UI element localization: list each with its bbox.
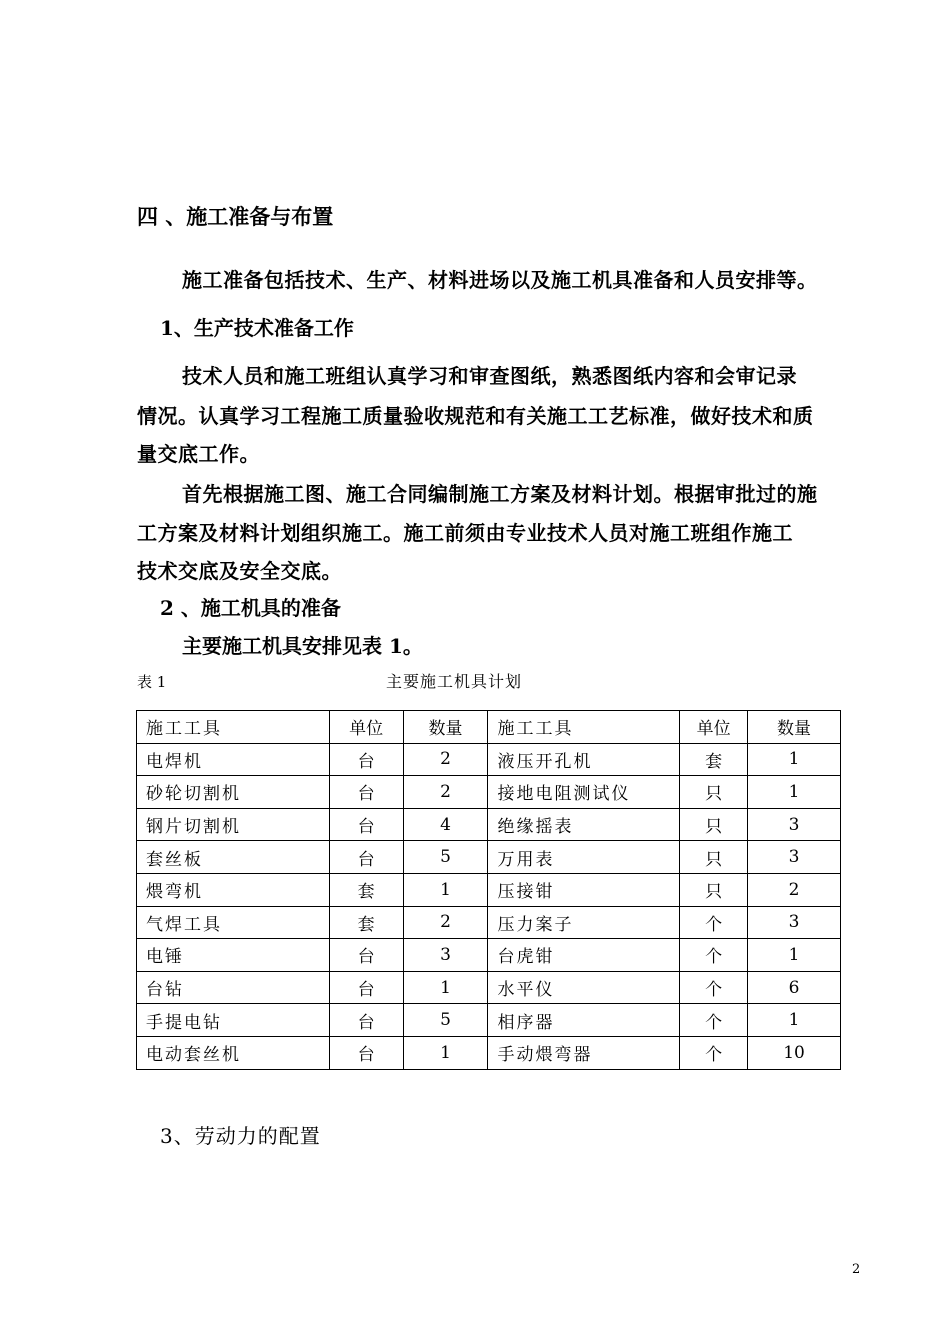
- unit-cell: 套: [329, 873, 403, 906]
- table-row: [137, 841, 841, 874]
- tool-name-cell: 相序器: [488, 1004, 680, 1037]
- unit-cell: 只: [680, 808, 748, 841]
- tool-name-cell: 绝缘摇表: [488, 808, 680, 841]
- header-cell: 施工工具: [137, 711, 330, 744]
- subsection-3-heading: 3、劳动力的配置: [160, 1124, 321, 1148]
- quantity-cell: 1: [748, 939, 841, 972]
- unit-cell: 个: [680, 1036, 748, 1069]
- quantity-cell: 3: [403, 939, 488, 972]
- subsection-1-heading: 1、生产技术准备工作: [160, 316, 354, 340]
- header-cell: 单位: [329, 711, 403, 744]
- tool-name-cell: 压接钳: [488, 873, 680, 906]
- unit-cell: 套: [680, 743, 748, 776]
- quantity-cell: 10: [748, 1036, 841, 1069]
- unit-cell: 个: [680, 906, 748, 939]
- paragraph-line: 技术人员和施工班组认真学习和审查图纸，熟悉图纸内容和会审记录: [182, 364, 797, 388]
- table-row: [137, 906, 841, 939]
- tool-name-cell: 砂轮切割机: [137, 776, 330, 809]
- quantity-cell: 1: [403, 1036, 488, 1069]
- quantity-cell: 5: [403, 841, 488, 874]
- quantity-cell: 1: [748, 776, 841, 809]
- tool-name-cell: 万用表: [488, 841, 680, 874]
- quantity-cell: 2: [403, 906, 488, 939]
- tool-name-cell: 压力案子: [488, 906, 680, 939]
- tool-name-cell: 水平仪: [488, 971, 680, 1004]
- paragraph-line: 情况。认真学习工程施工质量验收规范和有关施工工艺标准，做好技术和质: [137, 404, 814, 428]
- unit-cell: 只: [680, 841, 748, 874]
- tool-name-cell: 钢片切割机: [137, 808, 330, 841]
- quantity-cell: 1: [403, 873, 488, 906]
- unit-cell: 台: [329, 1036, 403, 1069]
- quantity-cell: 3: [748, 906, 841, 939]
- tool-name-cell: 电动套丝机: [137, 1036, 330, 1069]
- tool-name-cell: 液压开孔机: [488, 743, 680, 776]
- tool-name-cell: 电焊机: [137, 743, 330, 776]
- page-number: 2: [852, 1262, 861, 1277]
- unit-cell: 台: [329, 1004, 403, 1037]
- tool-name-cell: 套丝板: [137, 841, 330, 874]
- header-cell: 数量: [748, 711, 841, 744]
- unit-cell: 台: [329, 743, 403, 776]
- table-row: [137, 1036, 841, 1069]
- quantity-cell: 3: [748, 841, 841, 874]
- unit-cell: 台: [329, 939, 403, 972]
- unit-cell: 个: [680, 939, 748, 972]
- tool-name-cell: 接地电阻测试仪: [488, 776, 680, 809]
- table-row: [137, 1004, 841, 1037]
- quantity-cell: 3: [748, 808, 841, 841]
- quantity-cell: 1: [403, 971, 488, 1004]
- paragraph-line: 技术交底及安全交底。: [137, 559, 342, 583]
- table-row: [137, 939, 841, 972]
- subsection-2-heading: 2 、施工机具的准备: [160, 596, 341, 620]
- quantity-cell: 1: [748, 743, 841, 776]
- paragraph-line: 工方案及材料计划组织施工。施工前须由专业技术人员对施工班组作施工: [137, 521, 793, 545]
- unit-cell: 只: [680, 873, 748, 906]
- quantity-cell: 2: [403, 776, 488, 809]
- unit-cell: 台: [329, 808, 403, 841]
- unit-cell: 只: [680, 776, 748, 809]
- quantity-cell: 6: [748, 971, 841, 1004]
- quantity-cell: 1: [748, 1004, 841, 1037]
- table-title: 主要施工机具计划: [386, 672, 523, 691]
- tool-name-cell: 煨弯机: [137, 873, 330, 906]
- tool-name-cell: 台虎钳: [488, 939, 680, 972]
- tool-name-cell: 气焊工具: [137, 906, 330, 939]
- tool-name-cell: 台钻: [137, 971, 330, 1004]
- equipment-table-body: [137, 711, 841, 1070]
- header-cell: 单位: [680, 711, 748, 744]
- quantity-cell: 2: [403, 743, 488, 776]
- table-row: [137, 776, 841, 809]
- tool-name-cell: 电锤: [137, 939, 330, 972]
- unit-cell: 个: [680, 1004, 748, 1037]
- table-row: [137, 808, 841, 841]
- header-cell: 数量: [403, 711, 488, 744]
- unit-cell: 套: [329, 906, 403, 939]
- paragraph-line: 量交底工作。: [137, 442, 260, 466]
- quantity-cell: 2: [748, 873, 841, 906]
- intro-paragraph: 施工准备包括技术、生产、材料进场以及施工机具准备和人员安排等。: [182, 268, 818, 292]
- table-row: [137, 873, 841, 906]
- tool-name-cell: 手动煨弯器: [488, 1036, 680, 1069]
- header-cell: 施工工具: [488, 711, 680, 744]
- unit-cell: 台: [329, 841, 403, 874]
- table-row: [137, 743, 841, 776]
- table-reference-note: 主要施工机具安排见表 1。: [182, 634, 423, 658]
- unit-cell: 台: [329, 971, 403, 1004]
- unit-cell: 个: [680, 971, 748, 1004]
- section-heading: 四 、施工准备与布置: [137, 204, 334, 229]
- quantity-cell: 5: [403, 1004, 488, 1037]
- unit-cell: 台: [329, 776, 403, 809]
- table-label: 表 1: [137, 673, 167, 691]
- table-header-row: [137, 711, 841, 744]
- equipment-table: [136, 710, 841, 1070]
- table-row: [137, 971, 841, 1004]
- paragraph-line: 首先根据施工图、施工合同编制施工方案及材料计划。根据审批过的施: [182, 482, 818, 506]
- tool-name-cell: 手提电钻: [137, 1004, 330, 1037]
- quantity-cell: 4: [403, 808, 488, 841]
